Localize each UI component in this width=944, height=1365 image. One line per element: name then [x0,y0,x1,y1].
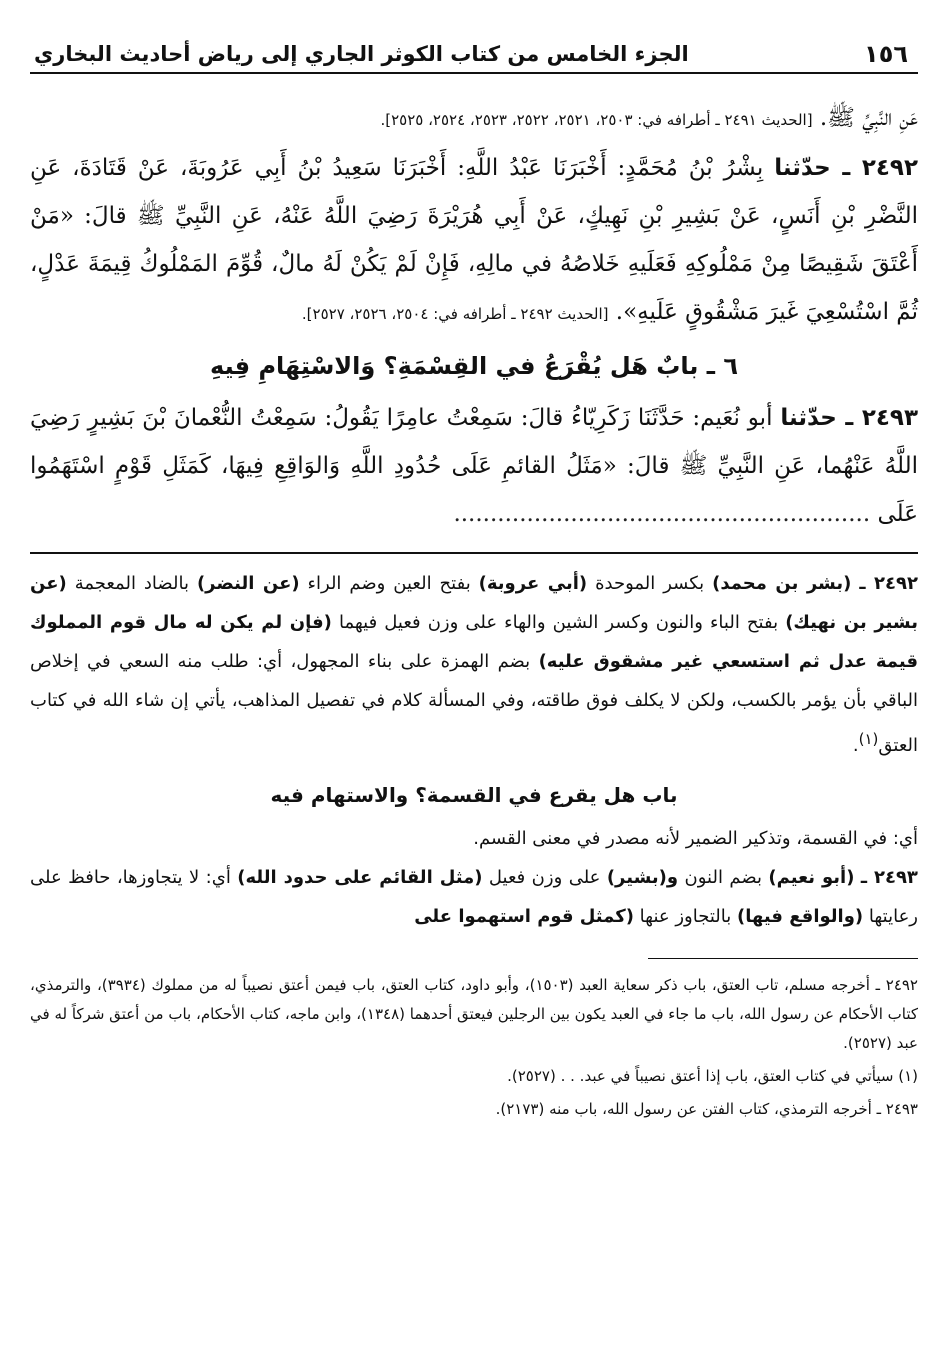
continuation-dots: ......................................................... [453,501,871,527]
footnote-2493: ٢٤٩٣ ـ أخرجه الترمذي، كتاب الفتن عن رسول الله، باب منه (٢١٧٣). [495,1100,918,1118]
hadith-text-block [30,94,918,538]
bold-term: (بشر بن محمد) [712,573,852,594]
bold-term: (مثل القائم على حدود الله) [237,867,483,888]
hadith-2491-ref: [الحديث ٢٤٩١ ـ أطرافه في: ٢٥٠٣، ٢٥٢١، ٢٥٢٢، ٢٥٢٣، ٢٥٢٤، ٢٥٢٥]. [380,111,813,129]
bold-term: (كمثل قوم استهموا على [414,906,634,927]
bold-term: (عن بشير بن نهيك) [30,573,918,633]
commentary-text: بكسر الموحدة [595,573,705,594]
bold-term: (فإن لم يكن له مال قوم المملوك قيمة عدل ثم استسعي غير مشقوق عليه) [30,612,918,672]
hadith-2492-number: ٢٤٩٢ ـ حدّثنا [774,155,919,181]
footnote-separator [648,958,918,959]
bold-term: (أبي عروبة) [478,573,588,594]
hadith-2493 [30,394,918,538]
commentary-2492-number: ٢٤٩٢ ـ [859,573,918,594]
commentary-text: على وزن فعيل [488,867,601,888]
commentary-bab-title: باب هل يقرع في القسمة؟ والاستهام فيه [270,783,678,807]
commentary-text: بضم الهمزة على بناء المجهول، أي: طلب منه السعي في إخلاص الباقي بأن يؤمر بالكسب، ولكن لا يكلف فوق طاقته، وفي المسألة كلام في تفصيل المذاهب، يأتي إن شاء الله في كتاب العتق [30,651,918,756]
hadith-2491-end [30,94,918,144]
commentary-2492: ٢٤٩٢ ـ (بشر بن محمد) بكسر الموحدة (أبي عروبة) بفتح العين وضم الراء (عن النضر) بالضاد المعجمة (عن بشير بن نهيك) بفتح الباء والنون وكسر الشين والهاء على وزن فعيل فيهما (فإن لم يكن له مال قوم المملوك قيمة عدل ثم استسعي غير مشقوق عليه) بضم الهمزة على بناء المجهول، أي: طلب منه السعي في إخلاص الباقي بأن يؤمر بالكسب، ولكن لا يكلف فوق طاقته، وفي المسألة كلام في تفصيل المذاهب، يأتي إن شاء الله في كتاب العتق$^{(١)}$. [30,573,918,756]
bold-term: (أبو نعيم) [768,867,855,888]
page-header [30,28,918,74]
commentary-separator [30,552,918,554]
commentary-bab-explanation: أي: في القسمة، وتذكير الضمير لأنه مصدر في معنى القسم. [473,828,918,849]
commentary-text: بضم النون [684,867,762,888]
page [30,28,918,1128]
bold-term: (عن النضر) [196,573,300,594]
bab-6-title: ٦ ـ بابٌ هَل يُقْرَعُ في القِسْمَةِ؟ وَالاسْتِهَامِ فِيهِ [210,352,738,380]
hadith-2492-text: بِشْرُ بْنُ مُحَمَّدٍ: أَخْبَرَنَا عَبْدُ اللَّهِ: أَخْبَرَنَا سَعِيدُ بْنُ أَبِي عَرُوبَةَ، عَنْ قَتَادَةَ، عَنِ النَّضْرِ بْنِ أَنَسٍ، عَنْ بَشِيرِ بْنِ نَهِيكٍ، عَنْ أَبِي هُرَيْرَةَ رَضِيَ اللَّهُ عَنْهُ، عَنِ النَّبِيِّ ﷺ قالَ: «مَنْ أَعْتَقَ شَقِيصًا مِنْ مَمْلُوكِهِ فَعَلَيهِ خَلاصُهُ في مالِهِ، فَإِنْ لَمْ يَكُنْ لَهُ مالٌ، قُوِّمَ المَمْلُوكُ قِيمَةَ عَدْلٍ، ثُمَّ اسْتُسْعِيَ غَيرَ مَشْقُوقٍ عَلَيهِ». [30,155,918,325]
commentary-2493-number: ٢٤٩٣ ـ [860,867,918,888]
bold-term: و(بشير) [606,867,679,888]
hadith-2493-text: أبو نُعَيم: حَدَّثَنَا زَكَرِيّاءُ قالَ: سَمِعْتُ عامِرًا يَقُولُ: سَمِعْتُ النُّعْمانَ بْنَ بَشِيرٍ رَضِيَ اللَّهُ عَنْهُما، عَنِ النَّبِيِّ ﷺ قالَ: «مَثَلُ القائمِ عَلَى حُدُودِ اللَّهِ وَالوَاقِعِ فِيهَا، كَمَثَلِ قَوْمٍ اسْتَهَمُوا عَلَى [30,405,918,527]
page-number: ١٥٦ [864,40,908,68]
commentary-text: بالتجاوز عنها [639,906,732,927]
hadith-2491-text: عَنِ النَّبِيِّ ﷺ. [819,105,918,131]
commentary-text: بالضاد المعجمة [74,573,189,594]
commentary-text: أي: لا يتجاوزها، حافظ على رعايتها [30,867,918,927]
footnote-2492: ٢٤٩٢ ـ أخرجه مسلم، تاب العتق، باب ذكر سعاية العبد (١٥٠٣)، وأبو داود، كتاب العتق، باب فيمن أعتق نصيباً له من مملوك (٣٩٣٤)، والترمذي، كتاب الأحكام عن رسول الله، باب ما جاء في العبد يكون بين الرجلين فيعتق أحدهما (١٣٤٨)، وابن ماجه، كتاب الأحكام، باب من أعتق شركاً له في عبد (٢٥٢٧). [30,976,919,1052]
commentary-2493 [30,858,918,936]
commentary-text: بفتح الباء والنون وكسر الشين والهاء على وزن فعيل فيهما [338,612,779,633]
hadith-2492 [30,144,918,338]
hadith-2493-number: ٢٤٩٣ ـ حدّثنا [780,405,918,431]
running-title: الجزء الخامس من كتاب الكوثر الجاري إلى رياض أحاديث البخاري [34,42,689,66]
bold-term: (والواقع فيها) [736,906,864,927]
footnote-marker[interactable]: (١) [858,730,879,748]
footnote-1: (١) سيأتي في كتاب العتق، باب إذا أعتق نصيباً في عبد. . . (٢٥٢٧). [507,1067,918,1085]
commentary-block [30,564,918,936]
hadith-2492-ref: [الحديث ٢٤٩٢ ـ أطرافه في: ٢٥٠٤، ٢٥٢٦، ٢٥٢٧]. [301,305,609,323]
footnotes [30,971,918,1124]
commentary-text: بفتح العين وضم الراء [307,573,471,594]
